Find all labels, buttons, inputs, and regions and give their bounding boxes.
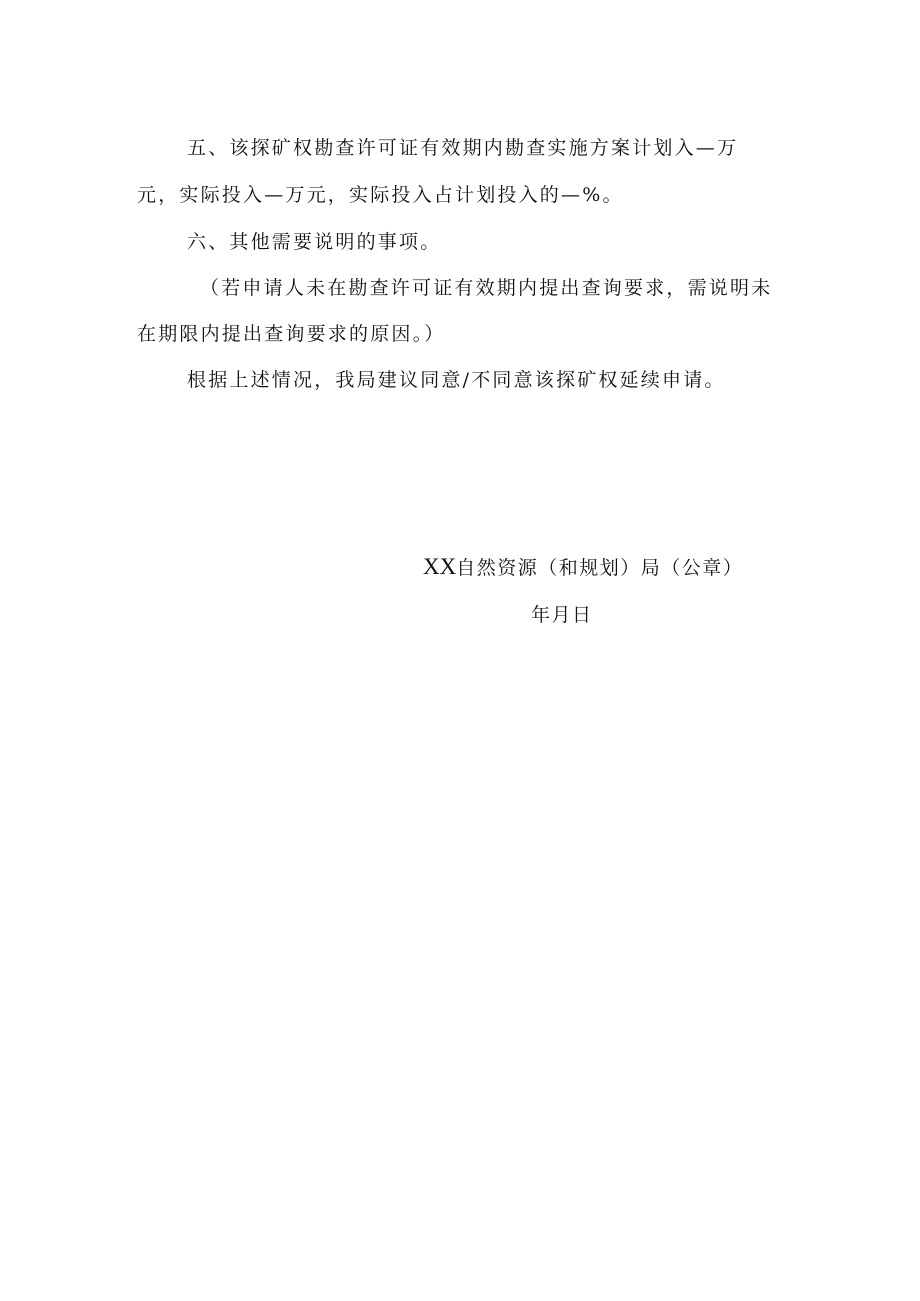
item-6-line: 六、其他需要说明的事项。 [187, 231, 442, 253]
signature-date: 年月日 [531, 604, 593, 626]
organization-prefix: XX [423, 554, 457, 579]
conclusion-paragraph: 根据上述情况，我局建议同意/不同意该探矿权延续申请。 [187, 369, 726, 391]
note-line-2: 在期限内提出查询要求的原因。） [137, 323, 446, 345]
item-5-line-1: 五、该探矿权勘查许可证有效期内勘查实施方案计划入—万 [187, 137, 739, 159]
item-5-line-2: 元，实际投入—万元，实际投入占计划投入的—%。 [137, 184, 624, 206]
signature-organization [423, 555, 743, 580]
organization-name: 自然资源（和规划）局（公章） [456, 557, 744, 579]
note-line-1: （若申请人未在勘查许可证有效期内提出查询要求，需说明未 [200, 277, 773, 299]
